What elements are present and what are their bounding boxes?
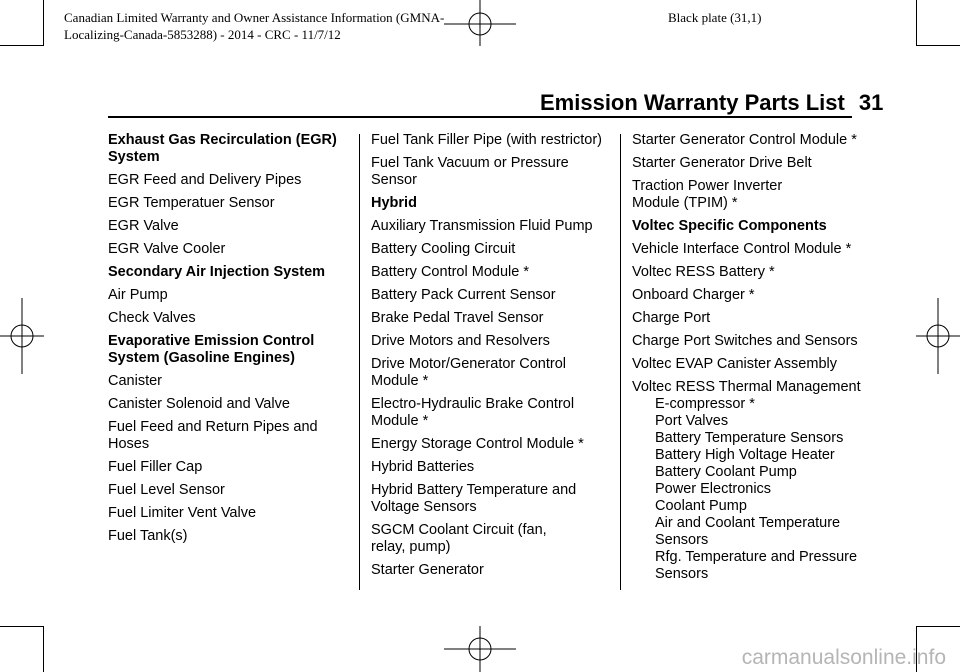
page-number: 31 — [858, 90, 884, 115]
watermark: carmanualsonline.info — [741, 646, 946, 669]
item-line: Canister — [108, 373, 162, 389]
item-line: Auxiliary Transmission Fluid Pump — [371, 218, 593, 234]
item-line: Hybrid Battery Temperature and — [371, 482, 577, 498]
item-line: Vehicle Interface Control Module * — [632, 241, 852, 257]
sub-item-line: Air and Coolant Temperature — [655, 515, 841, 531]
item-line: Module (TPIM) * — [632, 195, 738, 211]
sub-item-line: Sensors — [655, 532, 709, 548]
item-line: Brake Pedal Travel Sensor — [371, 310, 544, 326]
item-line: EGR Temperatuer Sensor — [108, 195, 275, 211]
item-line: EGR Valve Cooler — [108, 241, 226, 257]
item-line: Drive Motors and Resolvers — [371, 333, 550, 349]
item-line: Charge Port — [632, 310, 711, 326]
item-line: Hoses — [108, 436, 150, 452]
item-line: Battery Pack Current Sensor — [371, 287, 556, 303]
item-line: Voltec RESS Battery * — [632, 264, 775, 280]
item-line: Voltec RESS Thermal Management — [632, 379, 861, 395]
item-line: Fuel Tank(s) — [108, 528, 188, 544]
item-line: Starter Generator — [371, 562, 484, 578]
black-plate-label: Black plate (31,1) — [668, 10, 762, 25]
item-line: Fuel Filler Cap — [108, 459, 203, 475]
sub-item-line: Battery Coolant Pump — [655, 464, 797, 480]
item-line: Voltec EVAP Canister Assembly — [632, 356, 837, 372]
item-line: SGCM Coolant Circuit (fan, — [371, 522, 547, 538]
sub-item-line: E-compressor * — [655, 396, 755, 412]
item-line: Voltec Specific Components — [632, 218, 827, 234]
item-line: relay, pump) — [371, 539, 451, 555]
item-line: Secondary Air Injection System — [108, 264, 326, 280]
item-line: Onboard Charger * — [632, 287, 755, 303]
item-line: Module * — [371, 373, 429, 389]
item-line: Fuel Tank Filler Pipe (with restrictor) — [371, 132, 602, 148]
sub-item-line: Rfg. Temperature and Pressure — [655, 549, 858, 565]
item-line: Traction Power Inverter — [632, 178, 783, 194]
item-line: Battery Control Module * — [371, 264, 529, 280]
item-line: Drive Motor/Generator Control — [371, 356, 567, 372]
page-title: Emission Warranty Parts List — [540, 90, 845, 115]
item-line: EGR Valve — [108, 218, 179, 234]
item-line: Exhaust Gas Recirculation (EGR) — [108, 132, 337, 148]
item-line: Canister Solenoid and Valve — [108, 396, 290, 412]
sub-item-line: Power Electronics — [655, 481, 772, 497]
sub-item-line: Battery Temperature Sensors — [655, 430, 844, 446]
item-line: Energy Storage Control Module * — [371, 436, 584, 452]
item-line: Hybrid Batteries — [371, 459, 475, 475]
item-line: Sensor — [371, 172, 417, 188]
item-line: Fuel Feed and Return Pipes and — [108, 419, 318, 435]
item-line: Air Pump — [108, 287, 168, 303]
item-line: Fuel Level Sensor — [108, 482, 225, 498]
item-line: Electro-Hydraulic Brake Control — [371, 396, 575, 412]
item-line: Charge Port Switches and Sensors — [632, 333, 858, 349]
item-line: EGR Feed and Delivery Pipes — [108, 172, 302, 188]
item-line: Check Valves — [108, 310, 196, 326]
sub-item-line: Battery High Voltage Heater — [655, 447, 835, 463]
plate-info-line-2: Localizing-Canada-5853288) - 2014 - CRC - 11/7/12 — [64, 27, 341, 42]
sub-item-line: Coolant Pump — [655, 498, 747, 514]
sub-item-line: Sensors — [655, 566, 709, 582]
item-line: System — [108, 149, 160, 165]
item-line: Voltage Sensors — [371, 499, 477, 515]
item-line: Evaporative Emission Control — [108, 333, 315, 349]
plate-info-line-1: Canadian Limited Warranty and Owner Assistance Information (GMNA- — [64, 10, 445, 25]
item-line: Battery Cooling Circuit — [371, 241, 516, 257]
item-line: Hybrid — [371, 195, 417, 211]
item-line: System (Gasoline Engines) — [108, 350, 295, 366]
item-line: Module * — [371, 413, 429, 429]
item-line: Starter Generator Control Module * — [632, 132, 857, 148]
item-line: Fuel Tank Vacuum or Pressure — [371, 155, 569, 171]
item-line: Fuel Limiter Vent Valve — [108, 505, 257, 521]
item-line: Starter Generator Drive Belt — [632, 155, 812, 171]
sub-item-line: Port Valves — [655, 413, 729, 429]
